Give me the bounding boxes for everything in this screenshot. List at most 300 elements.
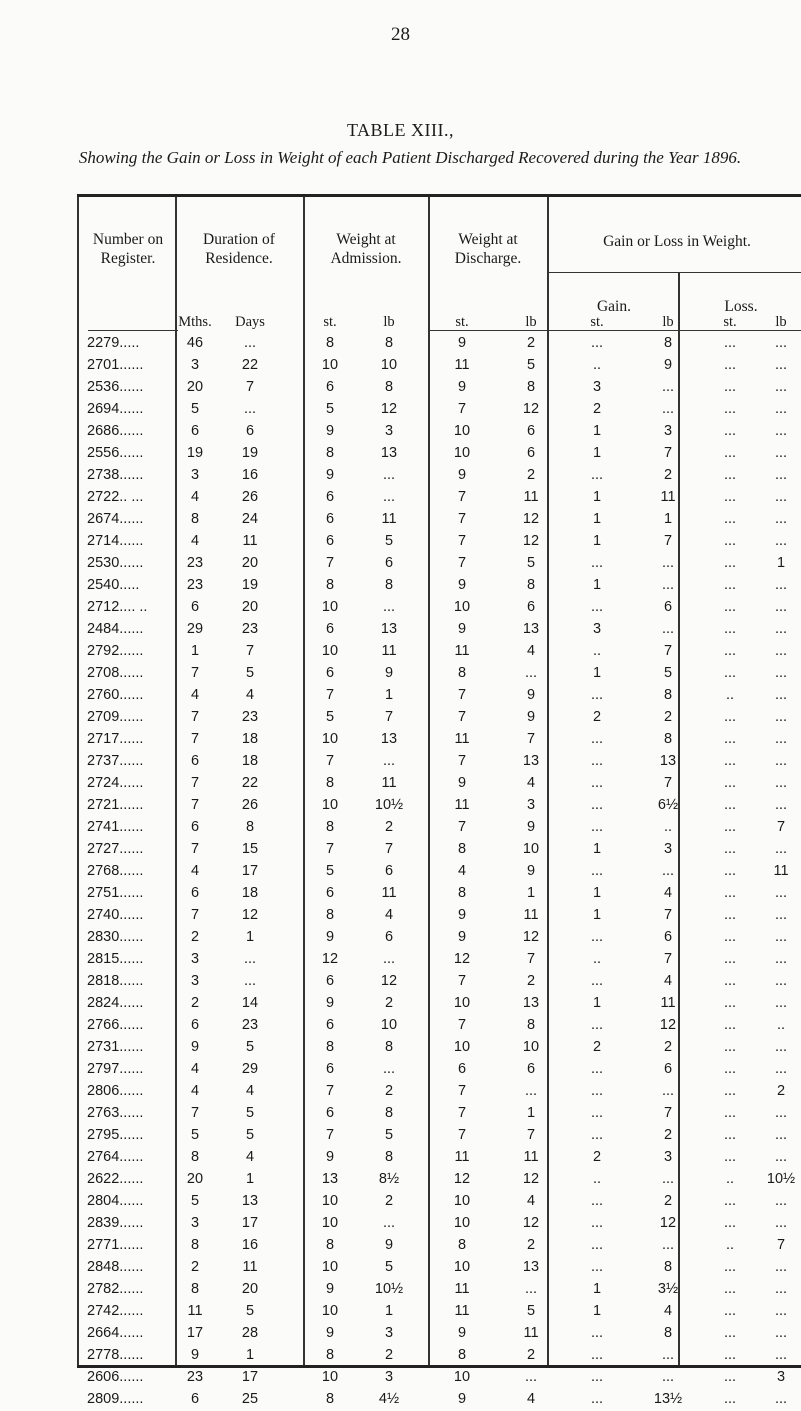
cell-loss-pounds: ... xyxy=(774,709,788,725)
cell-admission-stone: 10 xyxy=(321,731,339,747)
cell-admission-pounds: 12 xyxy=(380,973,398,989)
cell-gain-stone: 2 xyxy=(592,1149,602,1165)
cell-admission-stone: 10 xyxy=(321,357,339,373)
cell-admission-stone: 7 xyxy=(325,753,335,769)
cell-loss-pounds: ... xyxy=(774,907,788,923)
cell-loss-pounds: ... xyxy=(774,1325,788,1341)
cell-gain-pounds: 4 xyxy=(663,973,673,989)
cell-discharge-stone: 4 xyxy=(457,863,467,879)
cell-gain-pounds: 12 xyxy=(659,1215,677,1231)
cell-gain-stone: 2 xyxy=(592,709,602,725)
cell-gain-stone: 1 xyxy=(592,489,602,505)
cell-gain-stone: ... xyxy=(590,555,604,571)
cell-loss-stone: ... xyxy=(723,775,737,791)
cell-duration-months: 4 xyxy=(190,533,200,549)
cell-loss-stone: ... xyxy=(723,753,737,769)
cell-loss-pounds: ... xyxy=(774,599,788,615)
cell-gain-stone: 1 xyxy=(592,533,602,549)
cell-duration-days: 4 xyxy=(245,687,255,703)
cell-duration-months: 6 xyxy=(190,885,200,901)
cell-loss-pounds: ... xyxy=(774,577,788,593)
cell-loss-stone: ... xyxy=(723,621,737,637)
cell-loss-pounds: 1 xyxy=(776,555,786,571)
cell-admission-stone: 6 xyxy=(325,885,335,901)
cell-gain-stone: ... xyxy=(590,1369,604,1385)
cell-loss-stone: ... xyxy=(723,1127,737,1143)
cell-gain-stone: ... xyxy=(590,775,604,791)
cell-discharge-stone: 8 xyxy=(457,665,467,681)
cell-loss-stone: ... xyxy=(723,1391,737,1407)
cell-loss-pounds: ... xyxy=(774,1061,788,1077)
cell-duration-days: 7 xyxy=(245,379,255,395)
cell-gain-pounds: 7 xyxy=(663,1105,673,1121)
cell-loss-stone: ... xyxy=(723,863,737,879)
cell-gain-stone: 1 xyxy=(592,423,602,439)
table-row xyxy=(77,773,801,795)
cell-loss-pounds: ... xyxy=(774,1105,788,1121)
table-row xyxy=(77,333,801,355)
cell-admission-pounds: 8 xyxy=(384,1105,394,1121)
cell-gain-pounds: 2 xyxy=(663,709,673,725)
cell-register-number: 2818...... xyxy=(87,973,144,989)
unit-loss-pounds: lb xyxy=(775,314,787,330)
cell-discharge-stone: 10 xyxy=(453,1039,471,1055)
cell-discharge-pounds: 12 xyxy=(522,1215,540,1231)
cell-loss-stone: ... xyxy=(723,1215,737,1231)
cell-admission-pounds: 2 xyxy=(384,1193,394,1209)
cell-admission-stone: 6 xyxy=(325,621,335,637)
cell-loss-stone: .. xyxy=(725,1171,735,1187)
cell-admission-stone: 10 xyxy=(321,1369,339,1385)
cell-loss-pounds: ... xyxy=(774,995,788,1011)
cell-gain-pounds: 2 xyxy=(663,1193,673,1209)
table-row xyxy=(77,1301,801,1323)
cell-gain-stone: 1 xyxy=(592,841,602,857)
cell-loss-pounds: ... xyxy=(774,929,788,945)
cell-discharge-pounds: 4 xyxy=(526,1391,536,1407)
cell-duration-days: 17 xyxy=(241,863,259,879)
cell-register-number: 2724...... xyxy=(87,775,144,791)
cell-loss-stone: ... xyxy=(723,1149,737,1165)
cell-gain-pounds: ... xyxy=(661,863,675,879)
cell-loss-stone: ... xyxy=(723,511,737,527)
cell-register-number: 2795...... xyxy=(87,1127,144,1143)
table-row xyxy=(77,883,801,905)
cell-duration-months: 23 xyxy=(186,555,204,571)
cell-duration-months: 8 xyxy=(190,1237,200,1253)
cell-duration-days: 1 xyxy=(245,929,255,945)
cell-gain-pounds: 2 xyxy=(663,1127,673,1143)
table-row xyxy=(77,905,801,927)
cell-register-number: 2766...... xyxy=(87,1017,144,1033)
table-row xyxy=(77,993,801,1015)
cell-admission-pounds: 9 xyxy=(384,665,394,681)
cell-loss-stone: ... xyxy=(723,907,737,923)
cell-discharge-pounds: 5 xyxy=(526,555,536,571)
cell-gain-pounds: 12 xyxy=(659,1017,677,1033)
cell-loss-stone: ... xyxy=(723,401,737,417)
cell-discharge-pounds: 1 xyxy=(526,885,536,901)
cell-duration-months: 6 xyxy=(190,1391,200,1407)
cell-gain-pounds: 4 xyxy=(663,885,673,901)
cell-discharge-pounds: 9 xyxy=(526,687,536,703)
unit-loss-stone: st. xyxy=(723,314,737,330)
cell-admission-pounds: 1 xyxy=(384,687,394,703)
cell-discharge-stone: 11 xyxy=(454,1303,470,1319)
table-row xyxy=(77,1345,801,1367)
cell-register-number: 2771...... xyxy=(87,1237,144,1253)
cell-gain-pounds: 3 xyxy=(663,423,673,439)
cell-loss-stone: ... xyxy=(723,1347,737,1363)
cell-register-number: 2740...... xyxy=(87,907,144,923)
table-row xyxy=(77,1191,801,1213)
cell-discharge-pounds: ... xyxy=(524,1083,538,1099)
cell-admission-stone: 8 xyxy=(325,1039,335,1055)
cell-duration-days: 6 xyxy=(245,423,255,439)
cell-discharge-pounds: 1 xyxy=(526,1105,536,1121)
cell-admission-stone: 5 xyxy=(325,863,335,879)
cell-loss-pounds: ... xyxy=(774,951,788,967)
cell-duration-months: 7 xyxy=(190,907,200,923)
cell-duration-days: 16 xyxy=(241,1237,259,1253)
cell-gain-stone: ... xyxy=(590,1127,604,1143)
table-row xyxy=(77,1389,801,1411)
cell-discharge-pounds: 12 xyxy=(522,511,540,527)
cell-loss-pounds: ... xyxy=(774,489,788,505)
cell-gain-pounds: 3½ xyxy=(657,1281,679,1297)
cell-duration-months: 8 xyxy=(190,511,200,527)
table-row xyxy=(77,1213,801,1235)
cell-discharge-stone: 7 xyxy=(457,511,467,527)
cell-loss-stone: ... xyxy=(723,841,737,857)
cell-duration-days: 7 xyxy=(245,643,255,659)
cell-gain-pounds: 1 xyxy=(663,511,673,527)
cell-register-number: 2737...... xyxy=(87,753,144,769)
table-row xyxy=(77,509,801,531)
cell-discharge-pounds: 9 xyxy=(526,709,536,725)
cell-admission-pounds: 11 xyxy=(381,643,397,659)
cell-duration-months: 7 xyxy=(190,709,200,725)
table-row xyxy=(77,839,801,861)
cell-duration-months: 46 xyxy=(186,335,204,351)
cell-admission-pounds: ... xyxy=(382,753,396,769)
cell-gain-stone: 1 xyxy=(592,1303,602,1319)
cell-duration-days: 18 xyxy=(241,885,259,901)
cell-discharge-stone: 9 xyxy=(457,1391,467,1407)
cell-gain-pounds: 13½ xyxy=(653,1391,683,1407)
header-weight-admission: Weight at Admission. xyxy=(330,231,402,267)
cell-register-number: 2708...... xyxy=(87,665,144,681)
table-row xyxy=(77,575,801,597)
cell-register-number: 2536...... xyxy=(87,379,144,395)
unit-admission-stone: st. xyxy=(323,314,337,330)
cell-loss-pounds: ... xyxy=(774,753,788,769)
cell-register-number: 2712.... .. xyxy=(87,599,148,615)
cell-loss-stone: ... xyxy=(723,951,737,967)
cell-admission-pounds: 8½ xyxy=(378,1171,400,1187)
cell-loss-stone: ... xyxy=(723,357,737,373)
cell-duration-months: 4 xyxy=(190,489,200,505)
table-body xyxy=(77,333,801,1411)
table-row xyxy=(77,685,801,707)
cell-discharge-pounds: 2 xyxy=(526,335,536,351)
cell-register-number: 2792...... xyxy=(87,643,144,659)
cell-duration-days: ... xyxy=(243,335,257,351)
cell-duration-days: 20 xyxy=(241,555,259,571)
cell-discharge-stone: 8 xyxy=(457,1347,467,1363)
cell-duration-days: ... xyxy=(243,973,257,989)
cell-duration-days: 22 xyxy=(241,775,259,791)
cell-discharge-pounds: 3 xyxy=(526,797,536,813)
cell-discharge-pounds: 11 xyxy=(523,1149,539,1165)
cell-register-number: 2530...... xyxy=(87,555,144,571)
cell-duration-days: 23 xyxy=(241,621,259,637)
cell-gain-pounds: ... xyxy=(661,1237,675,1253)
cell-loss-stone: ... xyxy=(723,1369,737,1385)
cell-duration-months: 11 xyxy=(187,1303,203,1319)
cell-loss-pounds: ... xyxy=(774,621,788,637)
table-row xyxy=(77,971,801,993)
cell-gain-pounds: 8 xyxy=(663,335,673,351)
cell-discharge-stone: 9 xyxy=(457,929,467,945)
cell-duration-days: 20 xyxy=(241,1281,259,1297)
cell-loss-pounds: ... xyxy=(774,731,788,747)
cell-register-number: 2556...... xyxy=(87,445,144,461)
cell-gain-stone: ... xyxy=(590,1325,604,1341)
cell-discharge-stone: 8 xyxy=(457,885,467,901)
cell-admission-stone: 10 xyxy=(321,1193,339,1209)
cell-gain-stone: 1 xyxy=(592,907,602,923)
header-loss: Loss. xyxy=(724,298,758,315)
cell-loss-stone: ... xyxy=(723,1325,737,1341)
cell-loss-pounds: 3 xyxy=(776,1369,786,1385)
unit-gain-stone: st. xyxy=(590,314,604,330)
cell-register-number: 2484...... xyxy=(87,621,144,637)
cell-admission-stone: 9 xyxy=(325,423,335,439)
cell-admission-stone: 9 xyxy=(325,1325,335,1341)
cell-gain-pounds: ... xyxy=(661,401,675,417)
cell-gain-stone: ... xyxy=(590,467,604,483)
cell-loss-stone: ... xyxy=(723,995,737,1011)
cell-duration-months: 23 xyxy=(186,1369,204,1385)
cell-loss-stone: ... xyxy=(723,1193,737,1209)
cell-admission-stone: 10 xyxy=(321,1259,339,1275)
table-row xyxy=(77,355,801,377)
cell-gain-pounds: 8 xyxy=(663,1325,673,1341)
cell-duration-days: 4 xyxy=(245,1083,255,1099)
cell-loss-pounds: 11 xyxy=(773,863,789,879)
cell-loss-pounds: ... xyxy=(774,973,788,989)
cell-duration-days: 5 xyxy=(245,1105,255,1121)
cell-discharge-stone: 7 xyxy=(457,753,467,769)
cell-loss-stone: ... xyxy=(723,445,737,461)
cell-gain-pounds: ... xyxy=(661,1171,675,1187)
table-row xyxy=(77,1367,801,1389)
cell-gain-stone: ... xyxy=(590,1215,604,1231)
cell-discharge-stone: 9 xyxy=(457,577,467,593)
cell-discharge-stone: 7 xyxy=(457,687,467,703)
cell-admission-stone: 7 xyxy=(325,687,335,703)
cell-gain-stone: ... xyxy=(590,335,604,351)
cell-admission-pounds: 5 xyxy=(384,1127,394,1143)
cell-discharge-pounds: 5 xyxy=(526,1303,536,1319)
cell-admission-stone: 7 xyxy=(325,1127,335,1143)
table-top-rule xyxy=(77,194,801,197)
cell-gain-stone: .. xyxy=(592,357,602,373)
cell-admission-pounds: 8 xyxy=(384,379,394,395)
cell-loss-pounds: ... xyxy=(774,797,788,813)
cell-loss-pounds: ... xyxy=(774,1259,788,1275)
table-title: TABLE XIII., xyxy=(346,120,455,140)
cell-discharge-stone: 11 xyxy=(454,797,470,813)
cell-duration-days: 5 xyxy=(245,1127,255,1143)
cell-admission-pounds: 7 xyxy=(384,841,394,857)
cell-admission-stone: 9 xyxy=(325,995,335,1011)
cell-gain-pounds: 3 xyxy=(663,1149,673,1165)
cell-discharge-pounds: 2 xyxy=(526,467,536,483)
unit-months: Mths. xyxy=(178,314,212,330)
cell-gain-pounds: 9 xyxy=(663,357,673,373)
cell-discharge-stone: 6 xyxy=(457,1061,467,1077)
cell-discharge-pounds: 10 xyxy=(522,1039,540,1055)
cell-admission-pounds: ... xyxy=(382,1061,396,1077)
cell-register-number: 2848...... xyxy=(87,1259,144,1275)
cell-duration-months: 19 xyxy=(186,445,204,461)
cell-loss-stone: ... xyxy=(723,929,737,945)
cell-duration-days: 23 xyxy=(241,1017,259,1033)
cell-loss-pounds: 10½ xyxy=(766,1171,796,1187)
cell-register-number: 2738...... xyxy=(87,467,144,483)
cell-discharge-pounds: 8 xyxy=(526,1017,536,1033)
cell-loss-stone: ... xyxy=(723,819,737,835)
table-row xyxy=(77,1235,801,1257)
cell-admission-stone: 8 xyxy=(325,907,335,923)
cell-gain-pounds: ... xyxy=(661,1083,675,1099)
cell-duration-days: 17 xyxy=(241,1215,259,1231)
cell-loss-stone: ... xyxy=(723,1105,737,1121)
cell-duration-days: 22 xyxy=(241,357,259,373)
cell-loss-pounds: ... xyxy=(774,379,788,395)
cell-register-number: 2751...... xyxy=(87,885,144,901)
cell-duration-days: 11 xyxy=(242,1259,258,1275)
cell-discharge-stone: 7 xyxy=(457,709,467,725)
cell-loss-pounds: 7 xyxy=(776,1237,786,1253)
cell-gain-pounds: 2 xyxy=(663,467,673,483)
cell-loss-stone: ... xyxy=(723,1061,737,1077)
cell-discharge-stone: 9 xyxy=(457,621,467,637)
cell-gain-pounds: 4 xyxy=(663,1303,673,1319)
cell-admission-stone: 9 xyxy=(325,467,335,483)
cell-gain-pounds: 6 xyxy=(663,929,673,945)
cell-duration-days: 23 xyxy=(241,709,259,725)
cell-loss-stone: ... xyxy=(723,1017,737,1033)
cell-loss-stone: ... xyxy=(723,1039,737,1055)
cell-admission-pounds: 11 xyxy=(381,511,397,527)
cell-loss-stone: ... xyxy=(723,1281,737,1297)
cell-discharge-stone: 7 xyxy=(457,1105,467,1121)
cell-duration-days: 26 xyxy=(241,797,259,813)
cell-discharge-stone: 7 xyxy=(457,1127,467,1143)
cell-gain-pounds: 7 xyxy=(663,643,673,659)
cell-gain-pounds: 5 xyxy=(663,665,673,681)
cell-gain-pounds: 13 xyxy=(659,753,677,769)
cell-gain-pounds: 2 xyxy=(663,1039,673,1055)
cell-loss-stone: ... xyxy=(723,467,737,483)
cell-discharge-pounds: 12 xyxy=(522,533,540,549)
cell-duration-days: 19 xyxy=(241,577,259,593)
header-gain: Gain. xyxy=(596,298,631,315)
table-row xyxy=(77,795,801,817)
table-row xyxy=(77,641,801,663)
cell-gain-pounds: 6 xyxy=(663,599,673,615)
cell-loss-stone: ... xyxy=(723,1259,737,1275)
cell-register-number: 2727...... xyxy=(87,841,144,857)
cell-gain-stone: ... xyxy=(590,819,604,835)
cell-register-number: 2809...... xyxy=(87,1391,144,1407)
cell-loss-stone: ... xyxy=(723,599,737,615)
cell-register-number: 2279..... xyxy=(87,335,140,351)
cell-loss-pounds: ... xyxy=(774,445,788,461)
cell-discharge-stone: 9 xyxy=(457,335,467,351)
cell-loss-stone: .. xyxy=(725,1237,735,1253)
cell-discharge-pounds: 7 xyxy=(526,951,536,967)
cell-duration-months: 7 xyxy=(190,797,200,813)
cell-register-number: 2742...... xyxy=(87,1303,144,1319)
cell-loss-pounds: ... xyxy=(774,775,788,791)
cell-admission-stone: 8 xyxy=(325,1347,335,1363)
header-gain-or-loss: Gain or Loss in Weight. xyxy=(603,233,751,250)
cell-admission-pounds: 13 xyxy=(380,621,398,637)
gain-loss-rule xyxy=(548,272,801,273)
cell-loss-stone: ... xyxy=(723,577,737,593)
cell-admission-pounds: 10 xyxy=(380,357,398,373)
cell-register-number: 2806...... xyxy=(87,1083,144,1099)
cell-discharge-pounds: 4 xyxy=(526,1193,536,1209)
table-row xyxy=(77,399,801,421)
cell-admission-stone: 8 xyxy=(325,445,335,461)
cell-register-number: 2717...... xyxy=(87,731,144,747)
cell-loss-pounds: ... xyxy=(774,643,788,659)
cell-gain-pounds: 6½ xyxy=(657,797,679,813)
cell-gain-stone: ... xyxy=(590,687,604,703)
cell-discharge-stone: 7 xyxy=(457,401,467,417)
cell-discharge-stone: 10 xyxy=(453,423,471,439)
cell-loss-pounds: ... xyxy=(774,401,788,417)
table-row xyxy=(77,421,801,443)
cell-admission-pounds: ... xyxy=(382,489,396,505)
cell-admission-stone: 9 xyxy=(325,1149,335,1165)
cell-admission-pounds: 10½ xyxy=(374,1281,404,1297)
cell-admission-pounds: 10½ xyxy=(374,797,404,813)
cell-register-number: 2763...... xyxy=(87,1105,144,1121)
cell-duration-months: 4 xyxy=(190,687,200,703)
cell-discharge-stone: 11 xyxy=(454,357,470,373)
cell-loss-pounds: ... xyxy=(774,335,788,351)
cell-admission-stone: 7 xyxy=(325,841,335,857)
cell-admission-pounds: 2 xyxy=(384,995,394,1011)
cell-loss-stone: ... xyxy=(723,885,737,901)
cell-discharge-pounds: 12 xyxy=(522,929,540,945)
table-row xyxy=(77,1147,801,1169)
cell-duration-days: 5 xyxy=(245,1303,255,1319)
cell-duration-months: 6 xyxy=(190,819,200,835)
cell-discharge-pounds: 10 xyxy=(522,841,540,857)
cell-admission-stone: 6 xyxy=(325,533,335,549)
cell-loss-pounds: ... xyxy=(774,841,788,857)
unit-discharge-pounds: lb xyxy=(525,314,537,330)
cell-duration-months: 4 xyxy=(190,1083,200,1099)
cell-loss-stone: ... xyxy=(723,489,737,505)
